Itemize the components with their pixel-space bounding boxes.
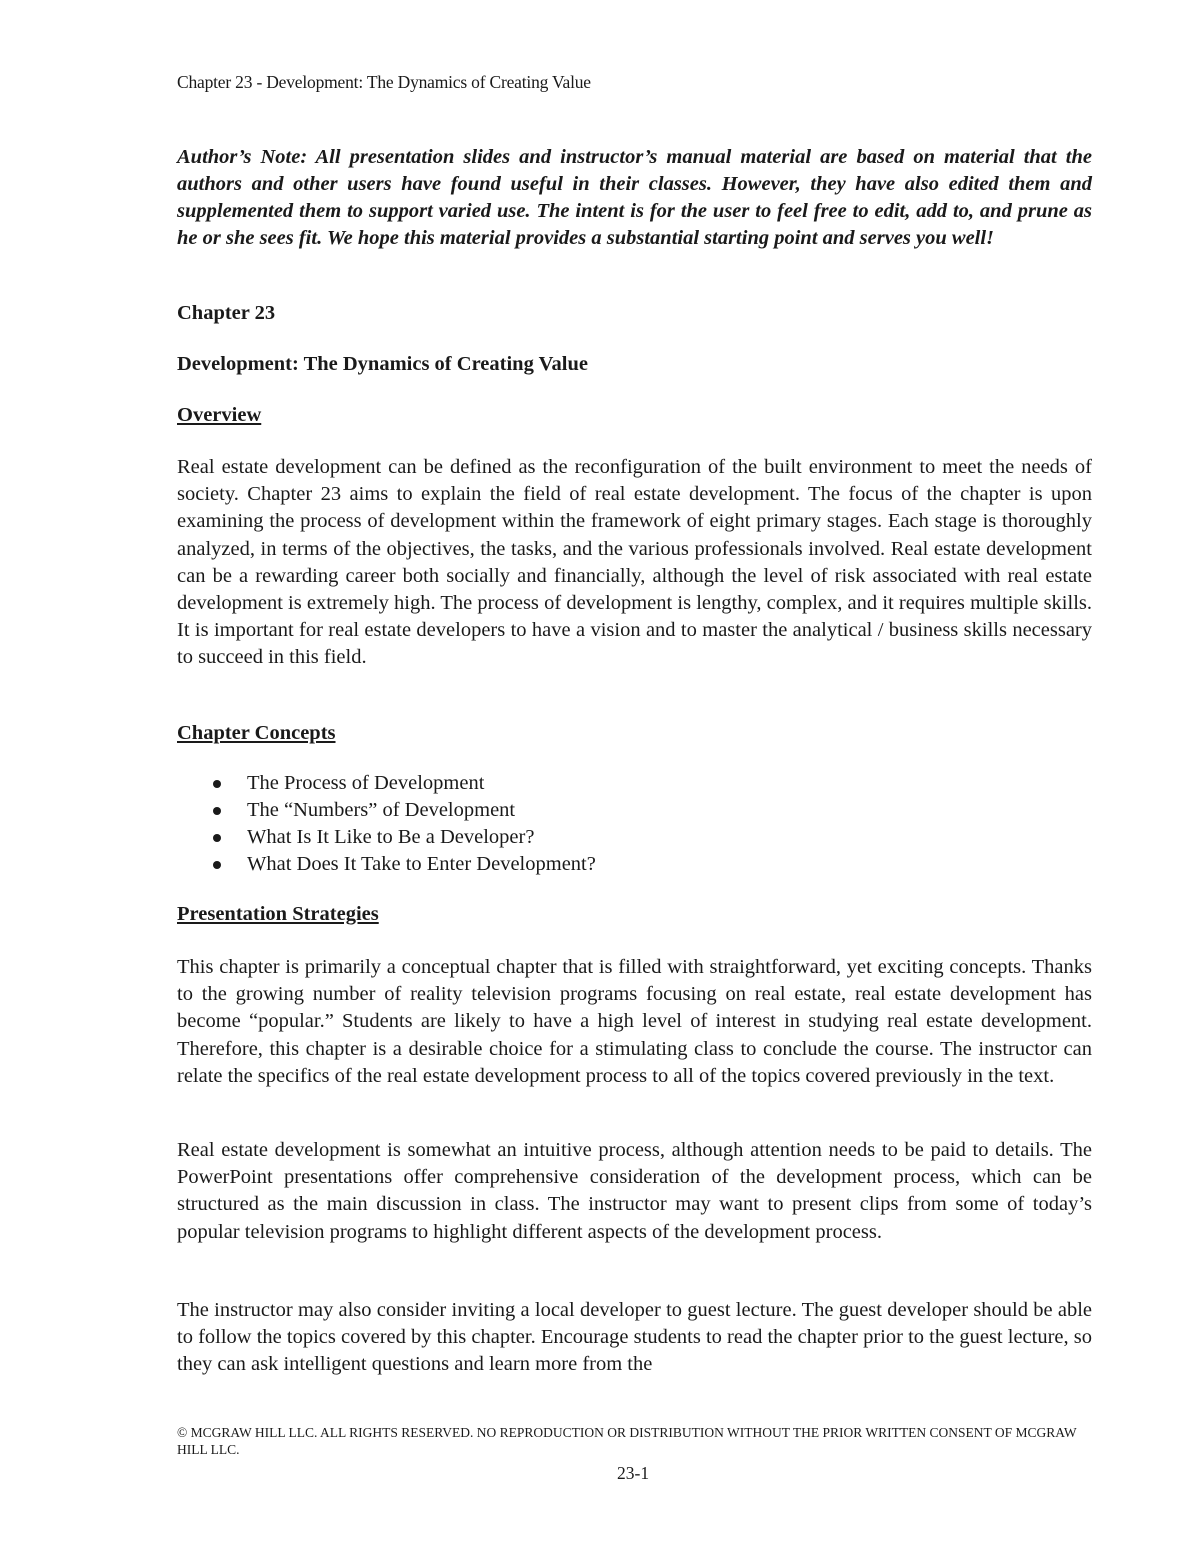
concepts-list xyxy=(177,770,596,878)
strategies-heading: Presentation Strategies xyxy=(177,903,379,925)
overview-paragraph: Real estate development can be defined as the reconfiguration of the built environment to meet the needs of society. Chapter 23 aims to explain the field of real estate development. The focus of the chapter is upon examining the process of development within the framework of eight primary stages. Each stage is thoroughly analyzed, in terms of the objectives, the tasks, and the various professionals involved. Real estate development can be a rewarding career both socially and financially, although the level of risk associated with real estate development is extremely high. The process of development is lengthy, complex, and it requires multiple skills. It is important for real estate developers to have a vision and to master the analytical / business skills necessary to succeed in this field. xyxy=(177,456,1092,669)
page-number: 23-1 xyxy=(617,1463,650,1483)
copyright-notice: © MCGRAW HILL LLC. ALL RIGHTS RESERVED. NO REPRODUCTION OR DISTRIBUTION WITHOUT THE PRIOR WRITTEN CONSENT OF MCGRAW HILL LLC. xyxy=(177,1425,1077,1457)
running-header: Chapter 23 - Development: The Dynamics of Creating Value xyxy=(177,72,591,92)
list-item: The “Numbers” of Development xyxy=(177,797,596,824)
bullet-icon xyxy=(213,861,221,869)
list-item: What Is It Like to Be a Developer? xyxy=(177,824,596,851)
strategies-paragraph-1: This chapter is primarily a conceptual chapter that is filled with straightforward, yet exciting concepts. Thanks to the growing number of reality television programs focusing on real estate, real estate development has become “popular.” Students are likely to have a high level of interest in studying real estate development. Therefore, this chapter is a desirable choice for a stimulating class to conclude the course. The instructor can relate the specifics of the real estate development process to all of the topics covered previously in the text. xyxy=(177,956,1092,1087)
bullet-icon xyxy=(213,834,221,842)
authors-note: Author’s Note: All presentation slides and instructor’s manual material are based on material that the authors and other users have found useful in their classes. However, they have also edited them and supplemented them to support varied use. The intent is for the user to feel free to edit, add to, and prune as he or she sees fit. We hope this material provides a substantial starting point and serves you well! xyxy=(177,146,1092,249)
concepts-heading: Chapter Concepts xyxy=(177,722,336,744)
chapter-number: Chapter 23 xyxy=(177,302,276,324)
chapter-title: Development: The Dynamics of Creating Value xyxy=(177,353,588,375)
strategies-paragraph-2: Real estate development is somewhat an intuitive process, although attention needs to be paid to details. The PowerPoint presentations offer comprehensive consideration of the development process, which can be structured as the main discussion in class. The instructor may want to present clips from some of today’s popular television programs to highlight different aspects of the development process. xyxy=(177,1139,1092,1243)
strategies-paragraph-3: The instructor may also consider inviting a local developer to guest lecture. The guest developer should be able to follow the topics covered by this chapter. Encourage students to read the chapter prior to the guest lecture, so they can ask intelligent questions and learn more from the xyxy=(177,1299,1092,1376)
bullet-icon xyxy=(213,780,221,788)
bullet-icon xyxy=(213,807,221,815)
list-item: The Process of Development xyxy=(177,770,596,797)
overview-heading: Overview xyxy=(177,404,262,426)
list-item: What Does It Take to Enter Development? xyxy=(177,851,596,878)
